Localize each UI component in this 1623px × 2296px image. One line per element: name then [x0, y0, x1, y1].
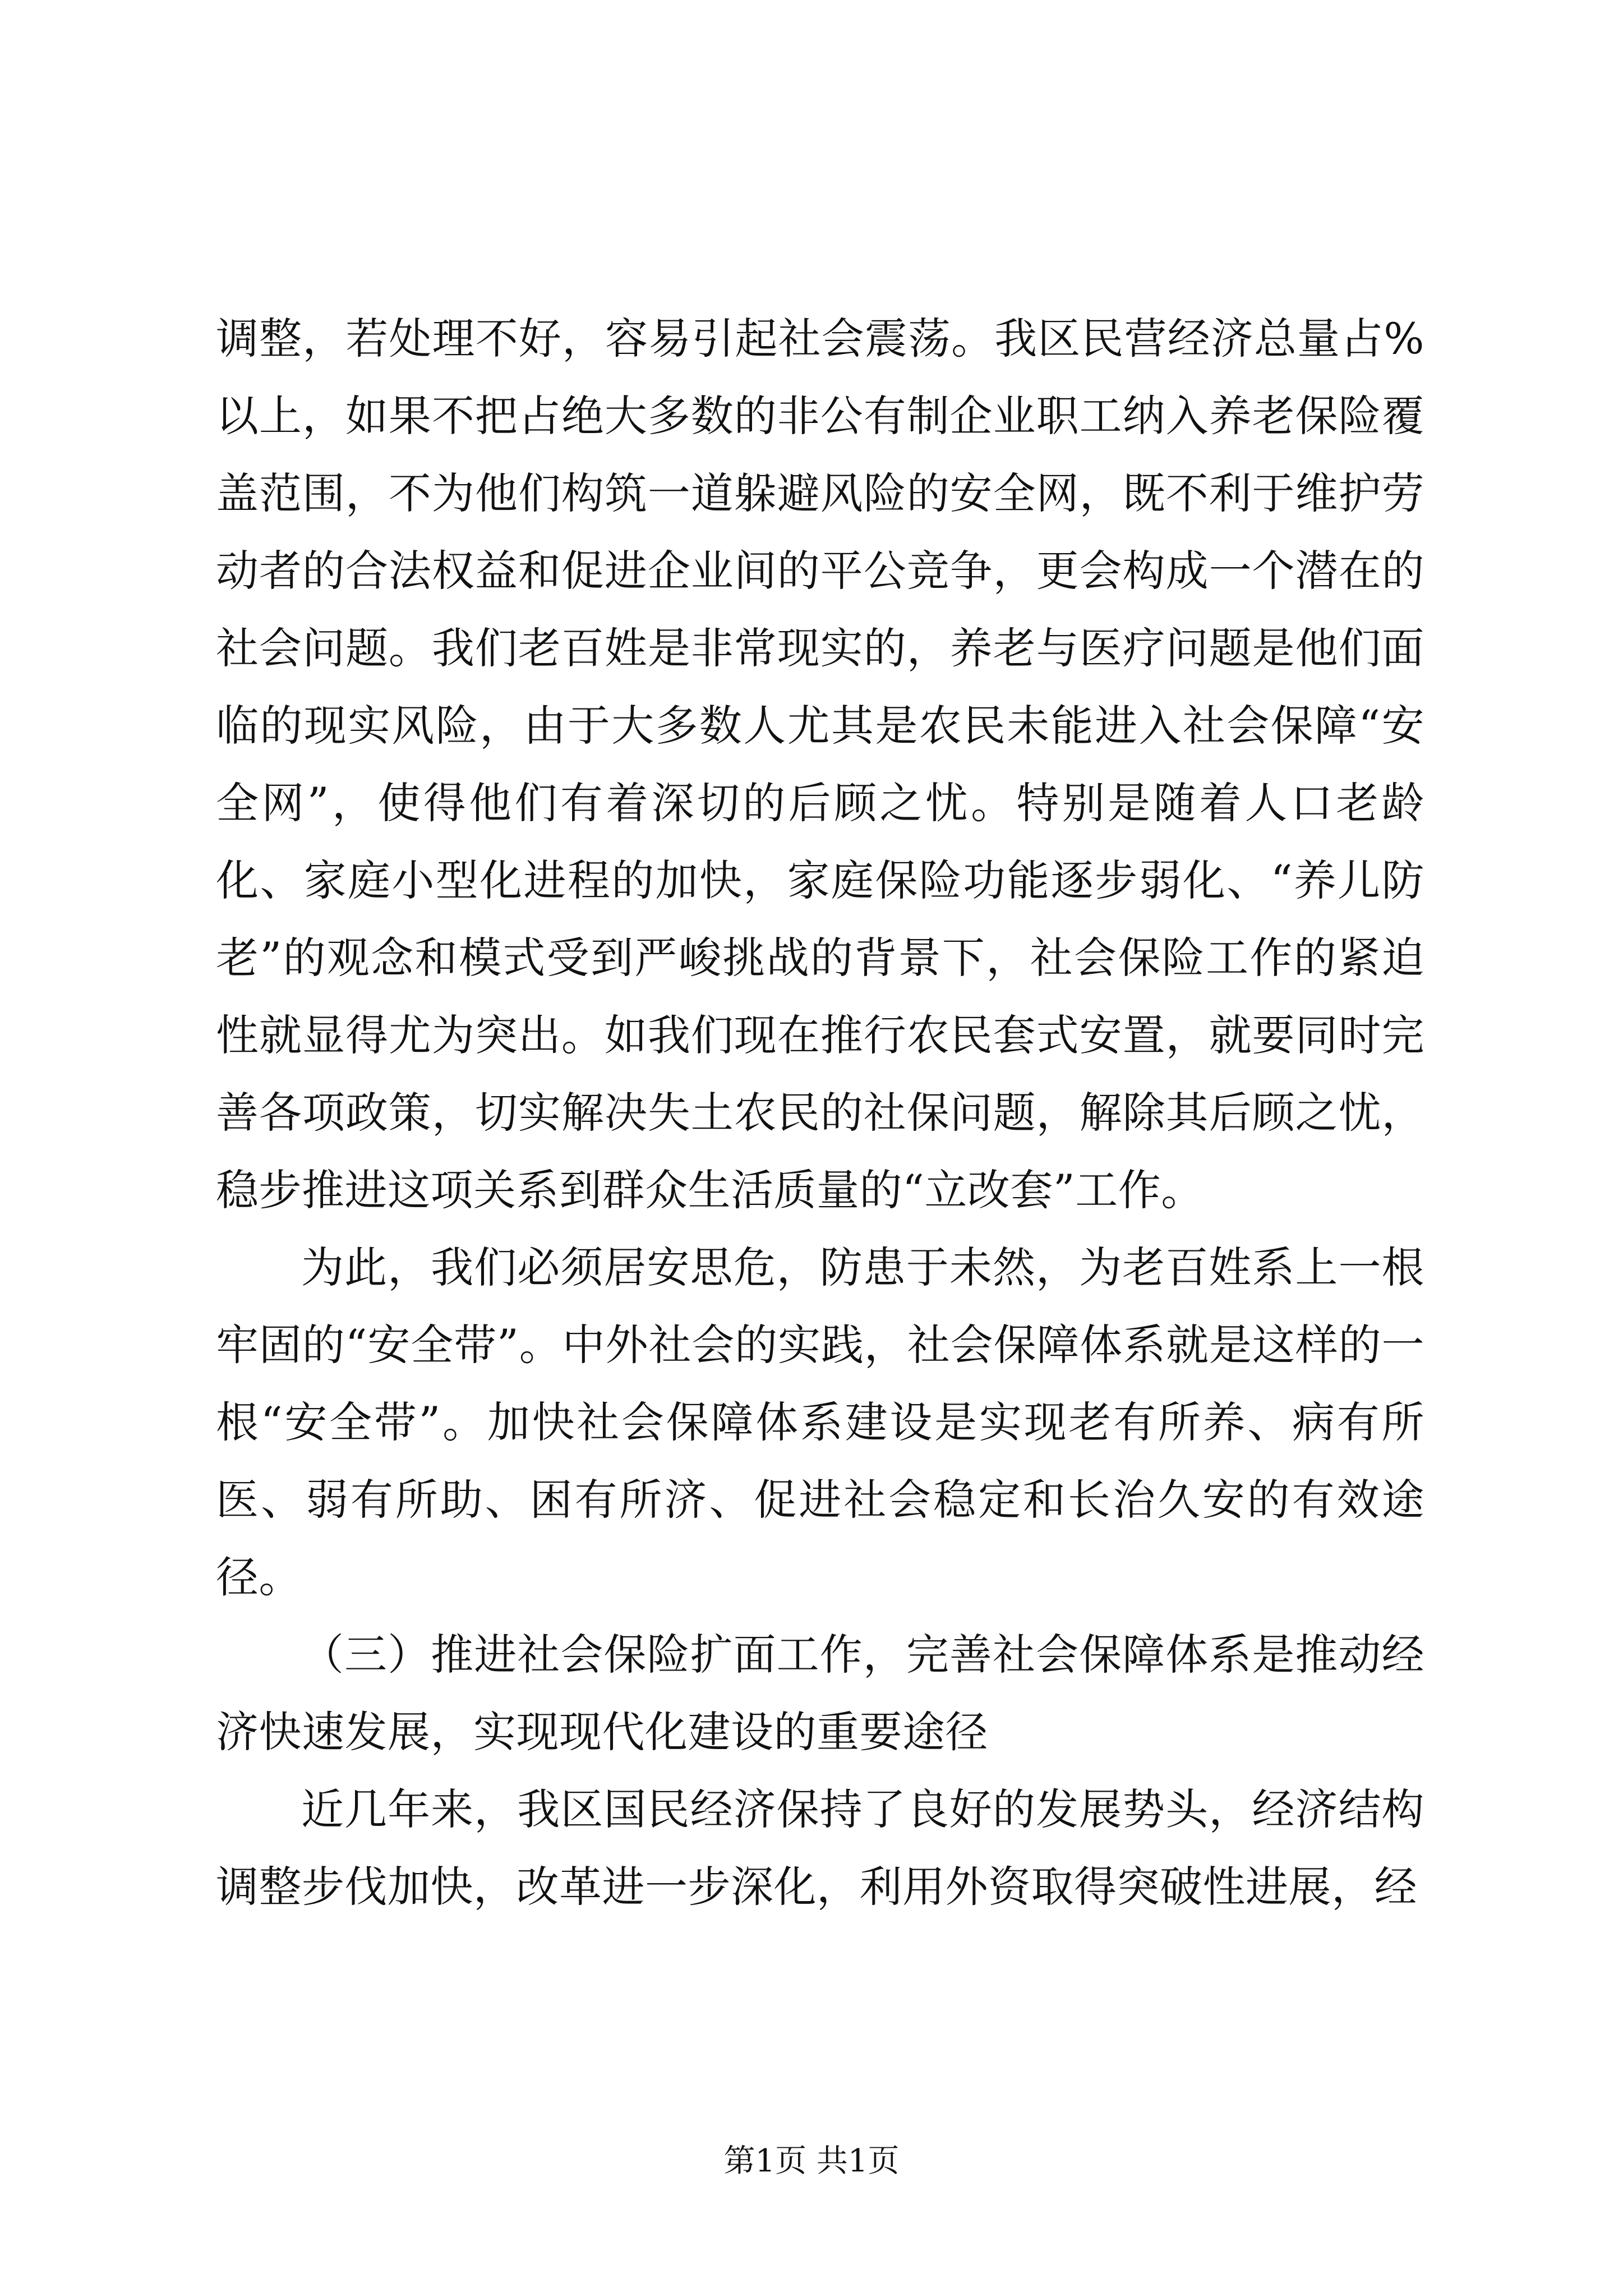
section-heading-three: （三）推进社会保险扩面工作，完善社会保障体系是推动经济快速发展，实现现代化建设的重要途径	[216, 1630, 1424, 1757]
paragraph-continuation: 调整，若处理不好，容易引起社会震荡。我区民营经济总量占%以上，如果不把占绝大多数的非公有制企业职工纳入养老保险覆盖范围，不为他们构筑一道躲避风险的安全网，既不利于维护劳动者的合法权益和促进企业间的平公竞争，更会构成一个潜在的社会问题。我们老百姓是非常现实的，养老与医疗问题是他们面临的现实风险，由于大多数人尤其是农民未能进入社会保障“安全网”，使得他们有着深切的后顾之忧。特别是随着人口老龄化、家庭小型化进程的加快，家庭保险功能逐步弱化、“养儿防老”的观念和模式受到严峻挑战的背景下，社会保险工作的紧迫性就显得尤为突出。如我们现在推行农民套式安置，就要同时完善各项政策，切实解决失土农民的社保问题，解除其后顾之忧，稳步推进这项关系到群众生活质量的“立改套”工作。	[216, 314, 1424, 1215]
paragraph-economy: 近几年来，我区国民经济保持了良好的发展势头，经济结构调整步伐加快，改革进一步深化，利用外资取得突破性进展，经	[216, 1784, 1424, 1912]
page-footer: 第1页 共1页	[723, 2143, 900, 2179]
paragraph-safety-belt: 为此，我们必须居安思危，防患于未然，为老百姓系上一根牢固的“安全带”。中外社会的实践，社会保障体系就是这样的一根“安全带”。加快社会保障体系建设是实现老有所养、病有所医、弱有所助、困有所济、促进社会稳定和长治久安的有效途径。	[216, 1243, 1424, 1602]
document-body	[216, 300, 1424, 1926]
